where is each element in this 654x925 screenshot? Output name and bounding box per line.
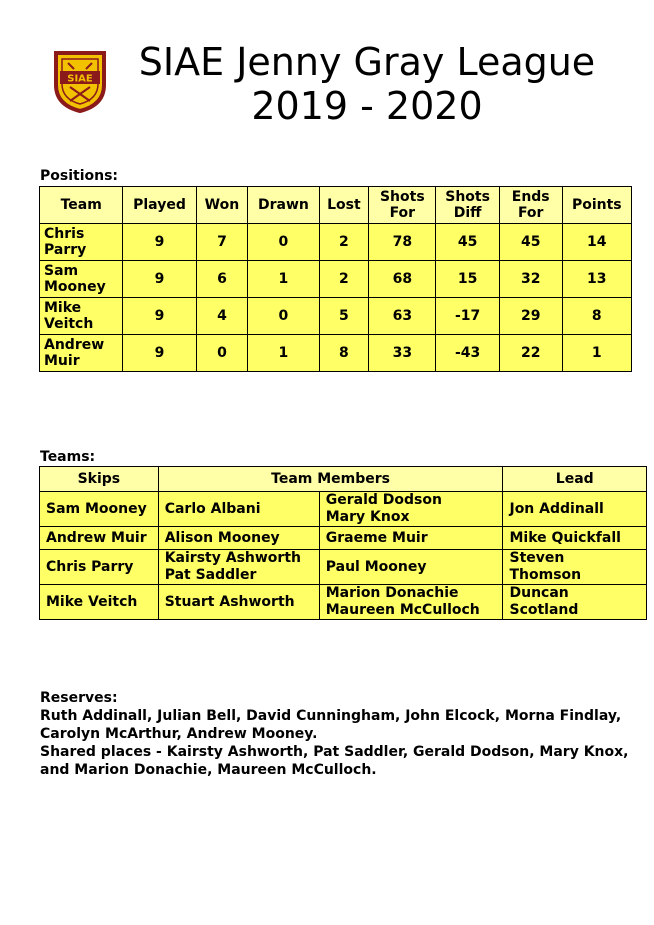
page-title [120,40,614,128]
lead: Mike Quickfall [503,527,647,550]
shots-diff: -43 [436,335,499,372]
member-name: Gerald Dodson [325,492,442,508]
team-name: Mike Veitch [40,298,123,335]
played: 9 [123,335,196,372]
positions-header-row [40,187,632,224]
table-row [40,335,632,372]
table-row [40,224,632,261]
points: 13 [562,261,631,298]
shots-diff: 45 [436,224,499,261]
won: 7 [196,224,248,261]
ends-for: 32 [499,261,562,298]
col-lost: Lost [319,187,369,224]
lead: Duncan Scotland [503,585,647,620]
svg-text:SIAE: SIAE [67,73,93,85]
lost: 5 [319,298,369,335]
col-shots-for: Shots For [369,187,436,224]
table-row [40,298,632,335]
played: 9 [123,298,196,335]
shots-for: 78 [369,224,436,261]
drawn: 0 [248,224,319,261]
col-won: Won [196,187,248,224]
lead: Steven Thomson [503,550,647,585]
played: 9 [123,261,196,298]
ends-for: 29 [499,298,562,335]
reserves-section [40,689,630,779]
team-name: Sam Mooney [40,261,123,298]
ends-for: 22 [499,335,562,372]
col-team-members: Team Members [158,467,503,492]
ends-for: 45 [499,224,562,261]
reserves-list: Ruth Addinall, Julian Bell, David Cunningham, John Elcock, Morna Findlay, Carolyn McArthur, Andrew Mooney. [40,708,622,742]
member: Alison Mooney [158,527,319,550]
member-name: Kairsty Ashworth [164,550,301,566]
member: Carlo Albani [158,492,319,527]
points: 8 [562,298,631,335]
won: 4 [196,298,248,335]
won: 6 [196,261,248,298]
col-played: Played [123,187,196,224]
skip: Sam Mooney [40,492,159,527]
title-line-1: SIAE Jenny Gray League [138,40,596,84]
member-name: Marion Donachie [325,585,459,601]
shots-for: 68 [369,261,436,298]
member [319,585,503,620]
teams-label: Teams: [40,449,96,465]
table-row [40,550,647,585]
member: Graeme Muir [319,527,503,550]
shots-diff: -17 [436,298,499,335]
lost: 2 [319,224,369,261]
shots-diff: 15 [436,261,499,298]
shots-for: 63 [369,298,436,335]
teams-table [39,466,647,620]
team-name: Chris Parry [40,224,123,261]
table-row [40,527,647,550]
lost: 2 [319,261,369,298]
skip: Chris Parry [40,550,159,585]
member-name: Pat Saddler [164,567,257,583]
table-row [40,261,632,298]
reserves-label: Reserves: [40,690,118,706]
siae-logo [50,49,110,113]
member [158,550,319,585]
col-team: Team [40,187,123,224]
member: Stuart Ashworth [158,585,319,620]
col-lead: Lead [503,467,647,492]
shared-places: Shared places - Kairsty Ashworth, Pat Saddler, Gerald Dodson, Mary Knox, and Marion Donachie, Maureen McCulloch. [40,744,629,778]
member: Paul Mooney [319,550,503,585]
col-skips: Skips [40,467,159,492]
drawn: 0 [248,298,319,335]
col-drawn: Drawn [248,187,319,224]
skip: Andrew Muir [40,527,159,550]
positions-label: Positions: [40,168,119,184]
lead: Jon Addinall [503,492,647,527]
member [319,492,503,527]
col-ends-for: Ends For [499,187,562,224]
won: 0 [196,335,248,372]
shots-for: 33 [369,335,436,372]
title-line-2: 2019 - 2020 [251,84,483,128]
col-points: Points [562,187,631,224]
table-row [40,492,647,527]
points: 14 [562,224,631,261]
drawn: 1 [248,261,319,298]
positions-table [39,186,632,372]
skip: Mike Veitch [40,585,159,620]
col-shots-diff: Shots Diff [436,187,499,224]
table-row [40,585,647,620]
lost: 8 [319,335,369,372]
member-name: Maureen McCulloch [325,602,480,618]
played: 9 [123,224,196,261]
drawn: 1 [248,335,319,372]
team-name: Andrew Muir [40,335,123,372]
points: 1 [562,335,631,372]
member-name: Mary Knox [325,509,410,525]
teams-header-row [40,467,647,492]
